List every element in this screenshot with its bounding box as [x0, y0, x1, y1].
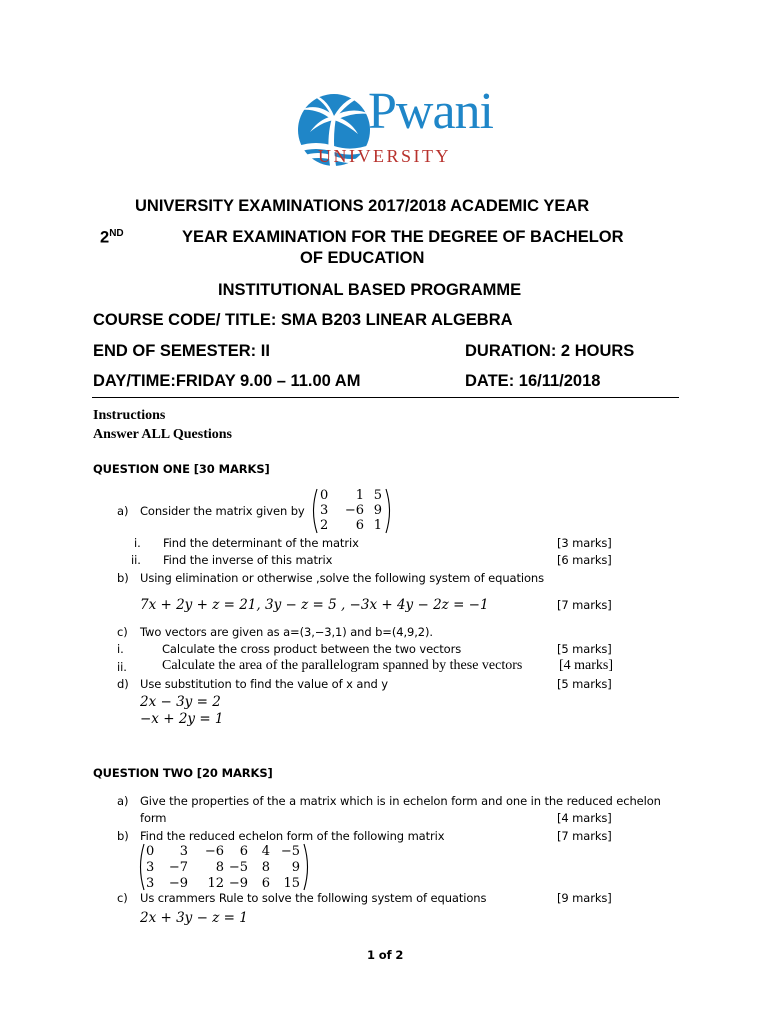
q1ai-label: i. — [134, 536, 141, 550]
q1ai-marks: [3 marks] — [557, 536, 612, 550]
right-paren-icon — [303, 843, 311, 891]
q1b-equations: 7x + 2y + z = 21, 3y − z = 5 , −3x + 4y − 2z = −1 — [140, 597, 489, 613]
q1d-marks: [5 marks] — [557, 677, 612, 691]
q2a-marks: [4 marks] — [557, 811, 612, 825]
q2b-marks: [7 marks] — [557, 829, 612, 843]
q1a-label: a) — [117, 504, 129, 518]
exam-date: DATE: 16/11/2018 — [465, 372, 601, 390]
q2a-text: Give the properties of the a matrix which is in echelon form and one in the reduced echelon — [140, 794, 661, 808]
degree-line-2: OF EDUCATION — [300, 249, 425, 267]
q2c-text: Us crammers Rule to solve the following system of equations — [140, 891, 487, 905]
instructions-title: Instructions — [93, 408, 166, 423]
q1cii-marks: [4 marks] — [559, 658, 614, 673]
q1aii-text: Find the inverse of this matrix — [163, 553, 333, 567]
q1ai-text: Find the determinant of the matrix — [163, 536, 359, 550]
q1b-text: Using elimination or otherwise ,solve the following system of equations — [140, 571, 545, 585]
q1ci-text: Calculate the cross product between the two vectors — [162, 642, 462, 656]
semester: END OF SEMESTER: II — [93, 342, 270, 360]
q1d-text: Use substitution to find the value of x and y — [140, 677, 388, 691]
q2a-text-cont: form — [140, 811, 167, 825]
page-number: 1 of 2 — [367, 948, 404, 962]
q1a-text: Consider the matrix given by — [140, 504, 305, 518]
q2c-marks: [9 marks] — [557, 891, 612, 905]
course-title: COURSE CODE/ TITLE: SMA B203 LINEAR ALGEBRA — [93, 311, 513, 329]
left-paren-icon — [310, 488, 318, 534]
q1d-equation-2: −x + 2y = 1 — [140, 711, 224, 727]
q1ci-label: i. — [117, 642, 124, 656]
q1ci-marks: [5 marks] — [557, 642, 612, 656]
duration: DURATION: 2 HOURS — [465, 342, 635, 360]
day-time: DAY/TIME:FRIDAY 9.00 – 11.00 AM — [93, 372, 361, 390]
programme-title: INSTITUTIONAL BASED PROGRAMME — [218, 281, 522, 299]
q1b-label: b) — [117, 571, 129, 585]
q1c-text: Two vectors are given as a=(3,−3,1) and b=(4,9,2). — [140, 625, 433, 639]
q1cii-label: ii. — [117, 660, 127, 674]
right-paren-icon — [385, 488, 393, 534]
exam-title: UNIVERSITY EXAMINATIONS 2017/2018 ACADEMIC YEAR — [135, 197, 590, 215]
degree-line: YEAR EXAMINATION FOR THE DEGREE OF BACHELOR — [182, 228, 624, 246]
instructions-text: Answer ALL Questions — [93, 427, 232, 442]
q1d-label: d) — [117, 677, 129, 691]
q1d-equation-1: 2x − 3y = 2 — [140, 694, 221, 710]
q1b-marks: [7 marks] — [557, 598, 612, 612]
q2b-label: b) — [117, 829, 129, 843]
logo-subtitle: UNIVERSITY — [318, 146, 451, 166]
header-divider — [92, 397, 679, 398]
question-one-title: QUESTION ONE [30 MARKS] — [93, 462, 270, 476]
q2b-matrix: 0 3 −6 6 4 −5 3 −7 8 −5 8 9 3 −9 12 −9 6 15 — [137, 843, 313, 891]
q2c-equation: 2x + 3y − z = 1 — [140, 910, 248, 926]
university-logo — [296, 84, 496, 170]
q2a-label: a) — [117, 794, 129, 808]
question-two-title: QUESTION TWO [20 MARKS] — [93, 766, 273, 780]
left-paren-icon — [137, 843, 145, 891]
q1cii-text: Calculate the area of the parallelogram spanned by these vectors — [162, 658, 523, 673]
year-ordinal: 2ND — [100, 228, 124, 247]
q1a-matrix: 0 1 5 3 −6 9 2 6 1 — [310, 488, 394, 534]
logo-name: Pwani — [368, 83, 493, 140]
q2c-label: c) — [117, 891, 128, 905]
q1aii-label: ii. — [131, 553, 141, 567]
q2b-text: Find the reduced echelon form of the following matrix — [140, 829, 445, 843]
q1aii-marks: [6 marks] — [557, 553, 612, 567]
q1c-label: c) — [117, 625, 128, 639]
